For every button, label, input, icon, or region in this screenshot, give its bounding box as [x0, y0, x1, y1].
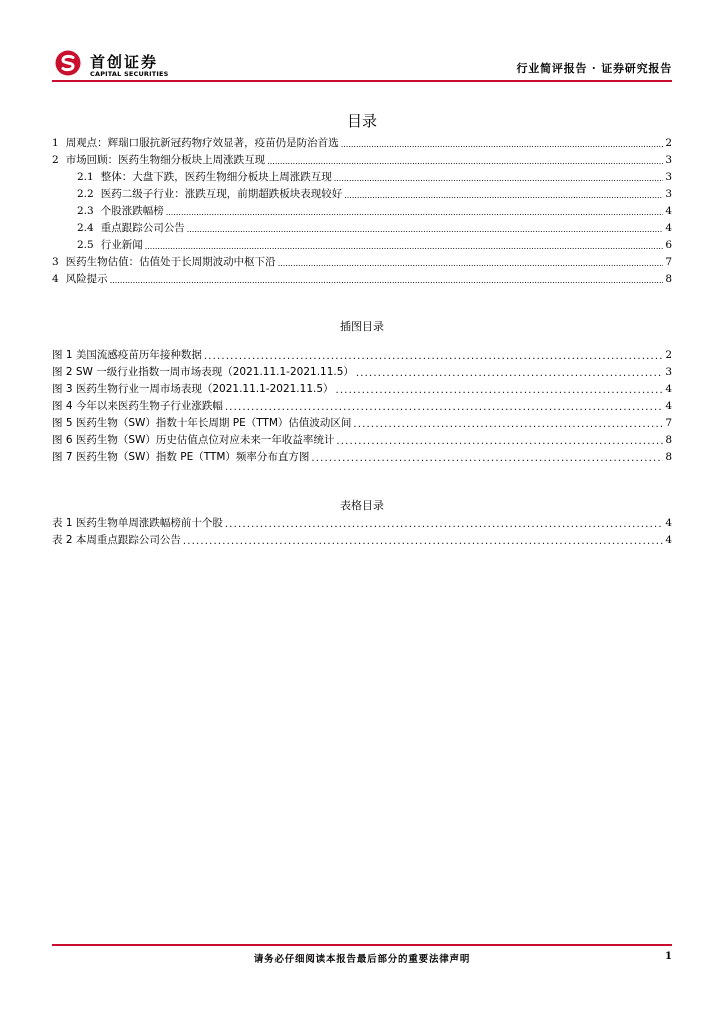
table-entry[interactable]: [52, 516, 672, 530]
page-header: [52, 46, 672, 80]
figure-entry[interactable]: [52, 348, 672, 362]
toc-entry-number: 4: [52, 273, 59, 285]
capital-securities-logo-icon: [55, 50, 81, 76]
footer-divider: [52, 944, 672, 946]
figure-entry-page: 7: [665, 417, 672, 429]
figure-entry-text: 图 4 今年以来医药生物子行业涨跌幅: [52, 400, 223, 412]
leader-dots: [311, 454, 663, 464]
toc-entry-text: 行业新闻: [100, 239, 143, 251]
figure-entry[interactable]: [52, 382, 672, 396]
header-divider: [52, 80, 672, 82]
leader-dots: [336, 437, 663, 447]
leader-dots: [110, 276, 664, 286]
figure-entry-page: 4: [665, 400, 672, 412]
leader-dots: [336, 386, 664, 396]
figure-entry-page: 2: [665, 349, 672, 361]
leader-dots: [356, 369, 663, 379]
report-type-label: 行业简评报告 · 证券研究报告: [516, 62, 672, 75]
leader-dots: [344, 191, 663, 201]
leader-dots: [204, 352, 663, 362]
figure-entry[interactable]: [52, 450, 672, 464]
toc-entry[interactable]: [77, 170, 672, 184]
toc-entry-text: 个股涨跌幅榜: [100, 205, 164, 217]
leader-dots: [267, 157, 663, 167]
leader-dots: [166, 208, 664, 218]
toc-entry[interactable]: [77, 187, 672, 201]
figure-entry-text: 图 2 SW 一级行业指数一周市场表现（2021.11.1-2021.11.5）: [52, 366, 354, 378]
toc-entry-page: 3: [665, 171, 672, 183]
leader-dots: [225, 520, 663, 530]
toc-entry-page: 4: [665, 222, 672, 234]
figure-entry-page: 3: [665, 366, 672, 378]
figure-entry-text: 图 7 医药生物（SW）指数 PE（TTM）频率分布直方图: [52, 451, 310, 463]
toc-entry-page: 3: [665, 154, 672, 166]
toc-entry[interactable]: [52, 255, 672, 269]
toc-entry-number: 2.1: [77, 171, 94, 183]
figure-entry-page: 4: [665, 383, 672, 395]
toc-entry[interactable]: [52, 136, 672, 150]
toc-entry[interactable]: [77, 238, 672, 252]
toc-entry-text: 医药二级子行业：涨跌互现，前期超跌板块表现较好: [100, 188, 343, 200]
toc-entry-page: 3: [665, 188, 672, 200]
table-entry-page: 4: [665, 517, 672, 529]
toc-entry-page: 2: [665, 137, 672, 149]
toc-entry-number: 2.5: [77, 239, 94, 251]
company-logo: [52, 46, 192, 80]
leader-dots: [145, 242, 664, 252]
table-entry-page: 4: [665, 534, 672, 546]
leader-dots: [183, 537, 663, 547]
toc-entry-number: 1: [52, 137, 59, 149]
toc-entry-page: 6: [665, 239, 672, 251]
figure-entry-text: 图 1 美国流感疫苗历年接种数据: [52, 349, 202, 361]
leader-dots: [341, 140, 664, 150]
page-number: 1: [665, 951, 672, 962]
toc-entry-page: 4: [665, 205, 672, 217]
toc-entry-page: 8: [665, 273, 672, 285]
figures-list-title: 插图目录: [340, 320, 384, 333]
toc-entry[interactable]: [77, 221, 672, 235]
toc-entry-text: 整体：大盘下跌，医药生物细分板块上周涨跌互现: [100, 171, 332, 183]
leader-dots: [353, 420, 663, 430]
figure-entry-page: 8: [665, 451, 672, 463]
toc-entry-text: 风险提示: [65, 273, 108, 285]
leader-dots: [187, 225, 664, 235]
toc-entry-number: 2: [52, 154, 59, 166]
footer-disclaimer: 请务必仔细阅读本报告最后部分的重要法律声明: [253, 954, 471, 965]
table-entry-text: 表 1 医药生物单周涨跌幅榜前十个股: [52, 517, 223, 529]
figure-entry[interactable]: [52, 416, 672, 430]
logo-english-name: CAPITAL SECURITIES: [90, 70, 169, 78]
figure-entry[interactable]: [52, 399, 672, 413]
table-entry-text: 表 2 本周重点跟踪公司公告: [52, 534, 181, 546]
figure-entry-text: 图 3 医药生物行业一周市场表现（2021.11.1-2021.11.5）: [52, 383, 334, 395]
toc-entry-page: 7: [665, 256, 672, 268]
leader-dots: [278, 259, 664, 269]
figure-entry[interactable]: [52, 433, 672, 447]
toc-entry[interactable]: [77, 204, 672, 218]
toc-entry-number: 2.4: [77, 222, 94, 234]
table-entry[interactable]: [52, 533, 672, 547]
toc-entry-text: 医药生物估值：估值处于长周期波动中枢下沿: [65, 256, 276, 268]
toc-entry-text: 周观点：辉瑞口服抗新冠药物疗效显著，疫苗仍是防治首选: [65, 137, 339, 149]
figure-entry-text: 图 6 医药生物（SW）历史估值点位对应未来一年收益率统计: [52, 434, 335, 446]
toc-entry-text: 重点跟踪公司公告: [100, 222, 185, 234]
toc-entry[interactable]: [52, 272, 672, 286]
figure-entry-text: 图 5 医药生物（SW）指数十年长周期 PE（TTM）估值波动区间: [52, 417, 352, 429]
leader-dots: [334, 174, 664, 184]
tables-list-title: 表格目录: [340, 499, 384, 512]
toc-entry-text: 市场回顾：医药生物细分板块上周涨跌互现: [65, 154, 266, 166]
toc-entry-number: 2.2: [77, 188, 94, 200]
toc-entry[interactable]: [52, 153, 672, 167]
figure-entry-page: 8: [665, 434, 672, 446]
figure-entry[interactable]: [52, 365, 672, 379]
leader-dots: [225, 403, 663, 413]
toc-entry-number: 3: [52, 256, 59, 268]
toc-title: 目录: [346, 112, 377, 130]
toc-entry-number: 2.3: [77, 205, 94, 217]
logo-chinese-name: 首创证券: [90, 53, 159, 71]
